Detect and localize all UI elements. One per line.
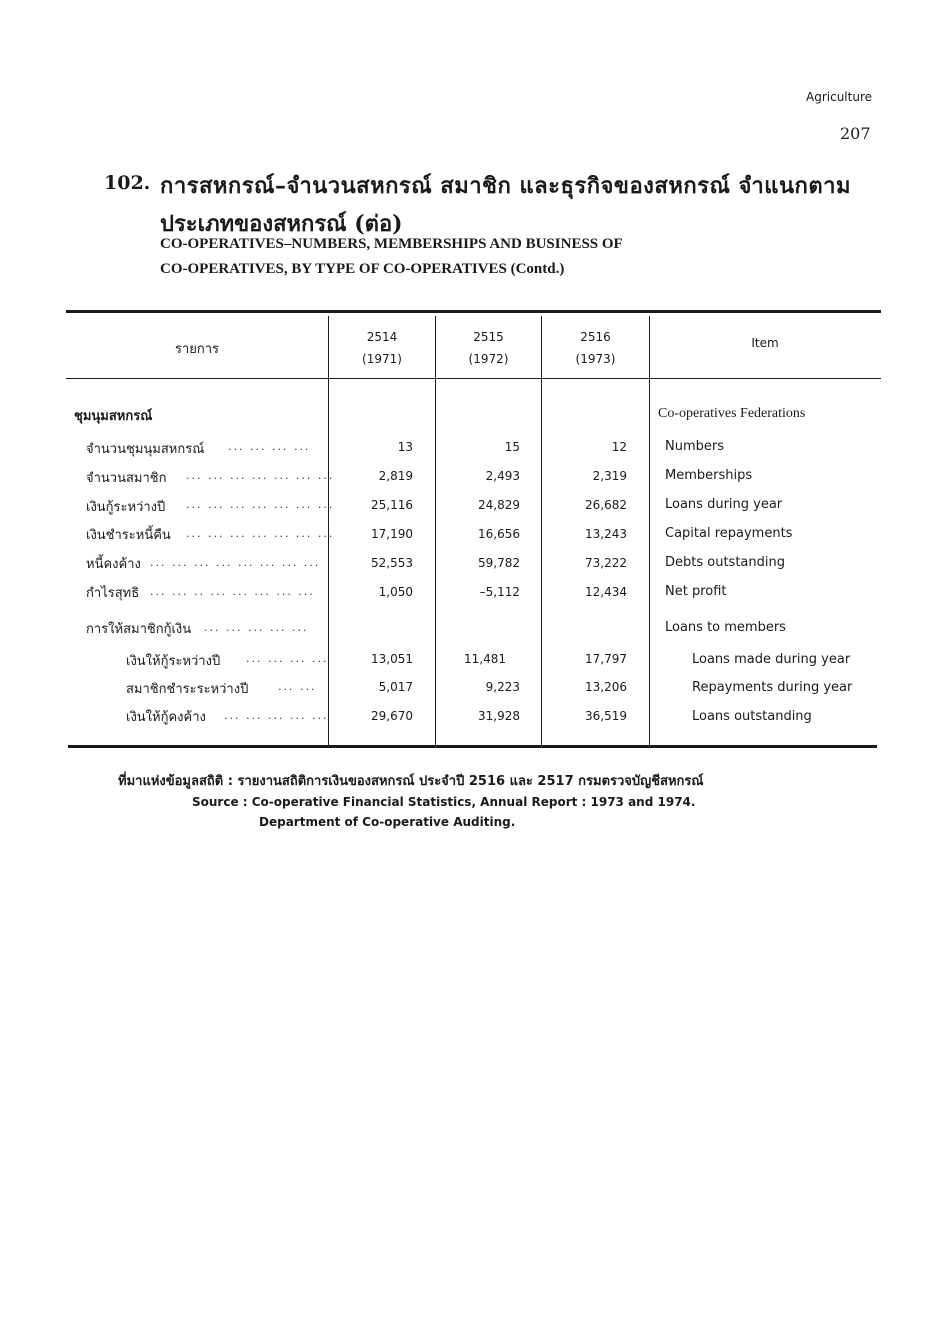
value-1972: 24,829 bbox=[478, 498, 520, 512]
row-label-thai: จำนวนสมาชิก bbox=[86, 471, 167, 486]
leader-dots: ... ... ... ... bbox=[246, 652, 329, 665]
value-1971: 29,670 bbox=[371, 709, 413, 723]
leader-dots: ... ... bbox=[278, 680, 317, 693]
value-1972: 11,481 bbox=[464, 652, 506, 666]
leader-dots: ... ... ... ... ... ... ... bbox=[186, 469, 335, 482]
value-1971: 52,553 bbox=[371, 556, 413, 570]
header-bottom-rule bbox=[66, 378, 881, 379]
row-label-english: Capital repayments bbox=[665, 526, 793, 541]
leader-dots: ... ... ... ... bbox=[228, 440, 311, 453]
subgroup-heading-thai: การให้สมาชิกกู้เงิน bbox=[86, 622, 192, 637]
value-1972: 31,928 bbox=[478, 709, 520, 723]
row-label-thai: สมาชิกชำระระหว่างปี bbox=[126, 682, 249, 697]
year-be: 2516 bbox=[580, 330, 611, 344]
header-year-1972 bbox=[437, 326, 540, 370]
group-heading-english: Co-operatives Federations bbox=[658, 406, 806, 421]
title-english-line2: CO-OPERATIVES, BY TYPE OF CO-OPERATIVES (Contd.) bbox=[160, 261, 565, 277]
year-be: 2514 bbox=[366, 330, 398, 344]
leader-dots: ... ... ... ... ... ... ... ... bbox=[150, 556, 321, 569]
value-1972: –5,112 bbox=[479, 585, 520, 599]
leader-dots: ... ... ... ... ... ... ... bbox=[186, 498, 335, 511]
value-1973: 17,797 bbox=[585, 652, 627, 666]
value-1973: 36,519 bbox=[585, 709, 627, 723]
leader-dots: ... ... ... ... ... bbox=[204, 621, 309, 634]
value-1973: 26,682 bbox=[585, 498, 627, 512]
column-divider bbox=[649, 316, 650, 746]
row-label-english: Repayments during year bbox=[692, 680, 853, 695]
value-1971: 17,190 bbox=[371, 527, 413, 541]
row-label-thai: หนี้คงค้าง bbox=[86, 557, 141, 572]
value-1972: 15 bbox=[504, 440, 520, 454]
value-1972: 9,223 bbox=[485, 680, 520, 694]
value-1973: 13,206 bbox=[585, 680, 627, 694]
value-1972: 59,782 bbox=[478, 556, 520, 570]
row-label-thai: เงินกู้ระหว่างปี bbox=[86, 500, 166, 515]
group-heading-thai: ชุมนุมสหกรณ์ bbox=[74, 409, 153, 424]
row-label-thai: เงินให้กู้ระหว่างปี bbox=[126, 654, 221, 669]
value-1971: 13 bbox=[397, 440, 413, 454]
value-1973: 12 bbox=[611, 440, 627, 454]
header-item-thai: รายการ bbox=[174, 342, 220, 357]
value-1972: 2,493 bbox=[485, 469, 520, 483]
row-label-english: Loans during year bbox=[665, 497, 783, 512]
title-english-line1: CO-OPERATIVES–NUMBERS, MEMBERSHIPS AND BUSINESS OF bbox=[160, 236, 623, 252]
row-label-thai: เงินให้กู้คงค้าง bbox=[126, 710, 206, 725]
leader-dots: ... ... .. ... ... ... ... ... bbox=[150, 585, 315, 598]
subgroup-heading-english: Loans to members bbox=[665, 620, 786, 635]
header-year-1971 bbox=[330, 326, 434, 370]
row-label-english: Net profit bbox=[665, 584, 727, 599]
value-1973: 13,243 bbox=[585, 527, 627, 541]
value-1971: 13,051 bbox=[371, 652, 413, 666]
source-english-line2: Department of Co-operative Auditing. bbox=[259, 815, 516, 829]
year-ce: (1973) bbox=[575, 352, 616, 366]
row-label-english: Debts outstanding bbox=[665, 555, 785, 570]
value-1971: 1,050 bbox=[378, 585, 413, 599]
row-label-english: Loans outstanding bbox=[692, 709, 812, 724]
row-label-thai: เงินชำระหนี้คืน bbox=[86, 528, 171, 543]
section-label: Agriculture bbox=[806, 90, 872, 104]
column-divider bbox=[541, 316, 542, 746]
title-thai-line1: การสหกรณ์–จำนวนสหกรณ์ สมาชิก และธุรกิจของสหกรณ์ จำแนกตาม bbox=[160, 173, 851, 199]
page-number: 207 bbox=[840, 124, 871, 143]
year-ce: (1971) bbox=[362, 352, 402, 366]
title-thai-line2: ประเภทของสหกรณ์ (ต่อ) bbox=[160, 211, 403, 237]
value-1973: 73,222 bbox=[585, 556, 627, 570]
value-1973: 2,319 bbox=[592, 469, 627, 483]
value-1972: 16,656 bbox=[478, 527, 520, 541]
source-english-line1: Source : Co-operative Financial Statistics, Annual Report : 1973 and 1974. bbox=[192, 795, 696, 809]
value-1971: 25,116 bbox=[371, 498, 413, 512]
source-thai: ที่มาแห่งข้อมูลสถิติ : รายงานสถิติการเงินของสหกรณ์ ประจำปี 2516 และ 2517 กรมตรวจบัญชีสหกรณ์ bbox=[118, 774, 704, 789]
leader-dots: ... ... ... ... ... bbox=[224, 709, 329, 722]
year-ce: (1972) bbox=[468, 352, 509, 366]
table-bottom-rule bbox=[68, 745, 877, 748]
row-label-english: Memberships bbox=[665, 468, 753, 483]
leader-dots: ... ... ... ... ... ... ... bbox=[186, 527, 335, 540]
header-year-1973 bbox=[543, 326, 648, 370]
row-label-thai: กำไรสุทธิ bbox=[86, 586, 140, 601]
row-label-english: Numbers bbox=[665, 439, 724, 454]
row-label-thai: จำนวนชุมนุมสหกรณ์ bbox=[86, 442, 205, 457]
header-item-english: Item bbox=[751, 336, 779, 350]
column-divider bbox=[435, 316, 436, 746]
value-1973: 12,434 bbox=[585, 585, 627, 599]
row-label-english: Loans made during year bbox=[692, 652, 851, 667]
value-1971: 2,819 bbox=[378, 469, 413, 483]
table-top-rule bbox=[66, 310, 881, 313]
year-be: 2515 bbox=[473, 330, 504, 344]
table-number: 102. bbox=[104, 172, 151, 194]
value-1971: 5,017 bbox=[378, 680, 413, 694]
